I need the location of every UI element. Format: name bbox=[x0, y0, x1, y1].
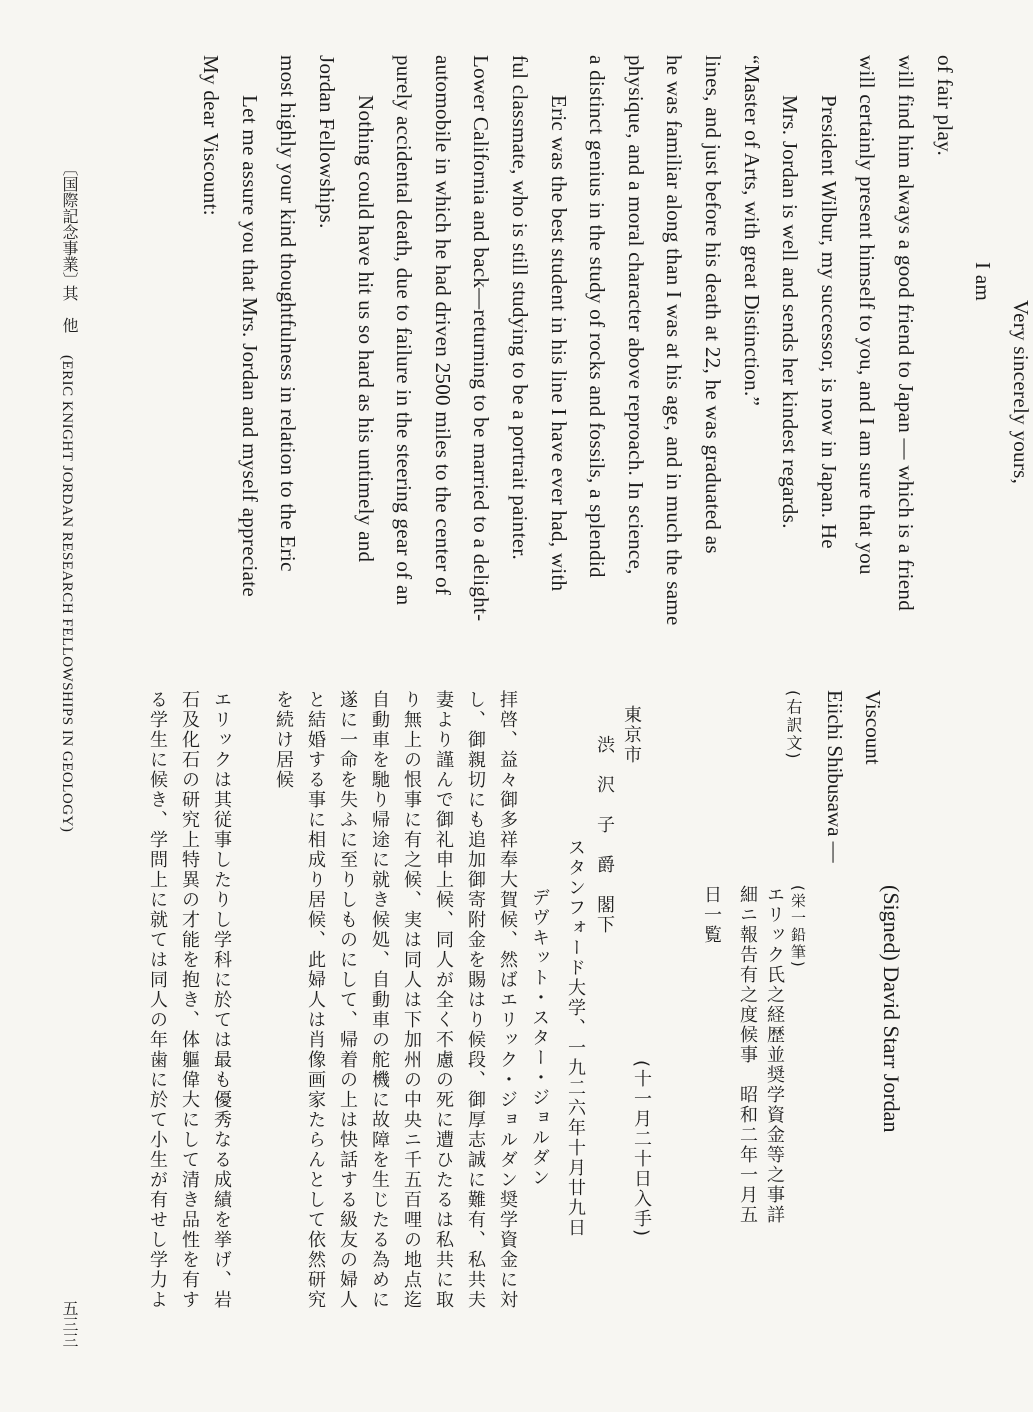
letter-line: of fair play. bbox=[933, 55, 957, 157]
letter-line: will certainly present himself to you, and I am sure that you bbox=[855, 55, 879, 575]
translation-label: (右訳文) bbox=[784, 690, 803, 761]
translation-line: と結婚する事に相成り居候、此婦人は肖像画家たらんとして依然研究 bbox=[305, 690, 326, 1310]
closing-sincerely: Very sincerely yours, bbox=[1009, 300, 1033, 485]
letter-line: ful classmate, who is still studying to be a portrait painter. bbox=[508, 55, 532, 561]
signature: (Signed) David Starr Jordan bbox=[879, 885, 904, 1133]
letter-line: Eric was the best student in his line I have ever had, with bbox=[547, 95, 571, 592]
translation-line: し、御親切にも追加御寄附金を賜はり候段、御厚志誠に難有、私共夫 bbox=[465, 690, 486, 1310]
letter-line: Jordan Fellowships. bbox=[315, 55, 339, 229]
letter-line: “Master of Arts, with great Distinction.” bbox=[740, 55, 764, 407]
letter-line: lines, and just before his death at 22, he was graduated as bbox=[701, 55, 725, 554]
section-header: 〔国際記念事業〕 bbox=[60, 160, 79, 288]
translation-line: 拝啓、益々御多祥奉大賀候、然ばエリック・ジョルダン奨学資金に対 bbox=[497, 690, 518, 1310]
letter-line: Nothing could have hit us so hard as his untimely and bbox=[354, 95, 378, 563]
letter-line: physique, and a moral character above reproach. In science, bbox=[624, 55, 648, 575]
letter-line: President Wilbur, my successor, is now in Japan. He bbox=[817, 95, 841, 549]
letter-line: will find him always a good friend to Japan — which is a friend bbox=[894, 55, 918, 612]
closing-i-am: I am bbox=[971, 262, 995, 302]
page-number: 五三三 bbox=[60, 1300, 79, 1348]
pencil-note-line: 細ニ報告有之度候事 昭和二年一月五 bbox=[737, 885, 758, 1225]
letter-line: Mrs. Jordan is well and sends her kindest regards. bbox=[778, 95, 802, 529]
translation-sender-name: デヴキット・スター・ジョルダン bbox=[529, 888, 550, 1188]
received-date: (十一月二十日入手) bbox=[631, 1060, 652, 1239]
letter-line: he was familiar along than I was at his age, and in much the same bbox=[662, 55, 686, 626]
translation-sender: スタンフォード大学、一九二六年十月廿九日 bbox=[565, 838, 586, 1238]
letter-line: most highly your kind thoughtfulness in relation to the Eric bbox=[276, 55, 300, 572]
section-title: (ERIC KNIGHT JORDAN RESEARCH FELLOWSHIPS IN GEOLOGY) bbox=[59, 355, 75, 833]
letter-line: a distinct genius in the study of rocks and fossils, a splendid bbox=[585, 55, 609, 578]
letter-line: Let me assure you that Mrs. Jordan and myself appreciate bbox=[238, 95, 262, 597]
letter-line: purely accidental death, due to failure in the steering gear of an bbox=[392, 55, 416, 606]
translation-line: を続け居候 bbox=[273, 690, 294, 790]
translation-line: り無上の恨事に有之候、実は同人は下加州の中央ニ千五百哩の地点迄 bbox=[401, 690, 422, 1310]
translation-line: 妻より謹んで御礼申上候、同人が全く不慮の死に遭ひたるは私共に取 bbox=[433, 690, 454, 1310]
letter-line: automobile in which he had driven 2500 miles to the center of bbox=[431, 55, 455, 596]
addressee-name: Eiichi Shibusawa — bbox=[823, 690, 847, 863]
salutation: My dear Viscount: bbox=[199, 55, 223, 216]
city: 東京市 bbox=[621, 705, 642, 765]
translation-line: 石及化石の研究上特異の才能を抱き、体軀偉大にして清き品性を有す bbox=[179, 690, 200, 1310]
letter-line: Lower California and back—returning to be married to a delight- bbox=[469, 55, 493, 622]
translation-addressee: 渋 沢 子 爵 閣下 bbox=[594, 735, 615, 935]
translation-line: エリックは其従事したりし学科に於ては最も優秀なる成績を挙げ、岩 bbox=[211, 690, 232, 1310]
pencil-note-line: (栄一鉛筆) bbox=[789, 885, 807, 969]
pencil-note-line: 日一覧 bbox=[701, 885, 722, 945]
pencil-note-line: エリック氏之経歴並奨学資金等之事詳 bbox=[764, 885, 785, 1225]
section-other: 其 他 bbox=[60, 285, 79, 333]
translation-line: 遂に一命を失ふに至りしものにして、帰着の上は快話する級友の婦人 bbox=[337, 690, 358, 1310]
addressee-title: Viscount bbox=[861, 690, 885, 765]
translation-line: る学生に候き、学問上に就ては同人の年歯に於て小生が有せし学力よ bbox=[147, 690, 168, 1310]
translation-line: 自動車を馳り帰途に就き候処、自動車の舵機に故障を生じたる為めに bbox=[369, 690, 390, 1310]
